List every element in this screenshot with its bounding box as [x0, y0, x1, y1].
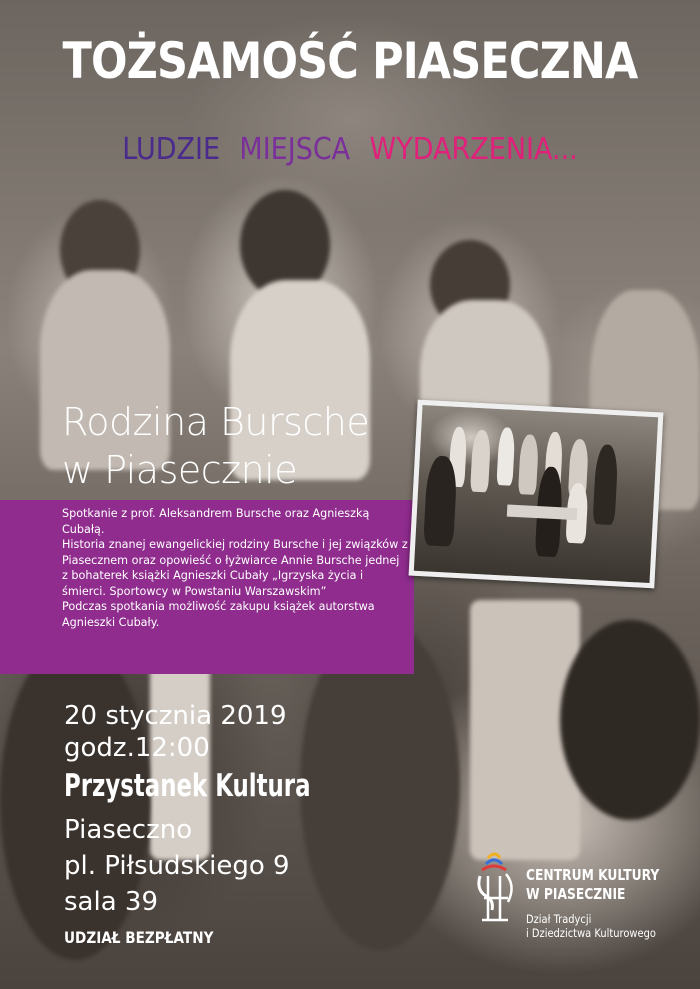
subtitle-places: MIEJSCA [239, 132, 351, 167]
description-paragraph: Podczas spotkania możliwość zakupu książek autorstwa Agnieszki Cubały. [62, 600, 375, 629]
event-description [62, 506, 408, 630]
description-paragraph: Spotkanie z prof. Aleksandrem Bursche oraz Agnieszką Cubałą. [62, 507, 370, 536]
family-photo [409, 400, 664, 589]
organizer-name [526, 866, 659, 904]
event-title-line: Rodzina Bursche [62, 400, 370, 444]
description-paragraph: Historia znanej ewangelickiej rodziny Bursche i jej związków z Piasecznem oraz opowieść o łyżwiarce Annie Bursche jednej z bohaterek książki Agnieszki Cubały „Igrzyska życia i śmierci. Sportowcy w Powstaniu Warszawskim” [62, 538, 408, 598]
address-room: sala 39 [64, 887, 158, 917]
organizer-name-line: W PIASECZNIE [526, 885, 626, 903]
event-date: 20 stycznia 2019 [64, 701, 287, 731]
address-city: Piaseczno [64, 815, 193, 845]
event-title [62, 398, 369, 494]
background-figure [560, 620, 700, 820]
department-line: Dział Tradycji [526, 912, 592, 926]
organizer-name-line: CENTRUM KULTURY [526, 866, 660, 884]
department-line: i Dziedzictwa Kulturowego [526, 926, 656, 940]
event-datetime [64, 700, 287, 764]
subtitle-events: WYDARZENIA... [369, 132, 578, 167]
event-title-line: w Piasecznie [62, 448, 298, 492]
event-time: godz.12:00 [64, 733, 210, 763]
organizer [526, 866, 689, 940]
admission-note: UDZIAŁ BEZPŁATNY [64, 928, 214, 947]
organizer-department [526, 912, 666, 940]
address-street: pl. Piłsudskiego 9 [64, 851, 290, 881]
centrum-kultury-logo-icon [464, 846, 528, 926]
poster-title: TOŻSAMOŚĆ PIASECZNA [62, 32, 638, 90]
venue-name: Przystanek Kultura [64, 768, 311, 804]
poster-subtitle [35, 132, 665, 167]
subtitle-people: LUDZIE [122, 132, 221, 167]
venue-address [64, 812, 290, 920]
